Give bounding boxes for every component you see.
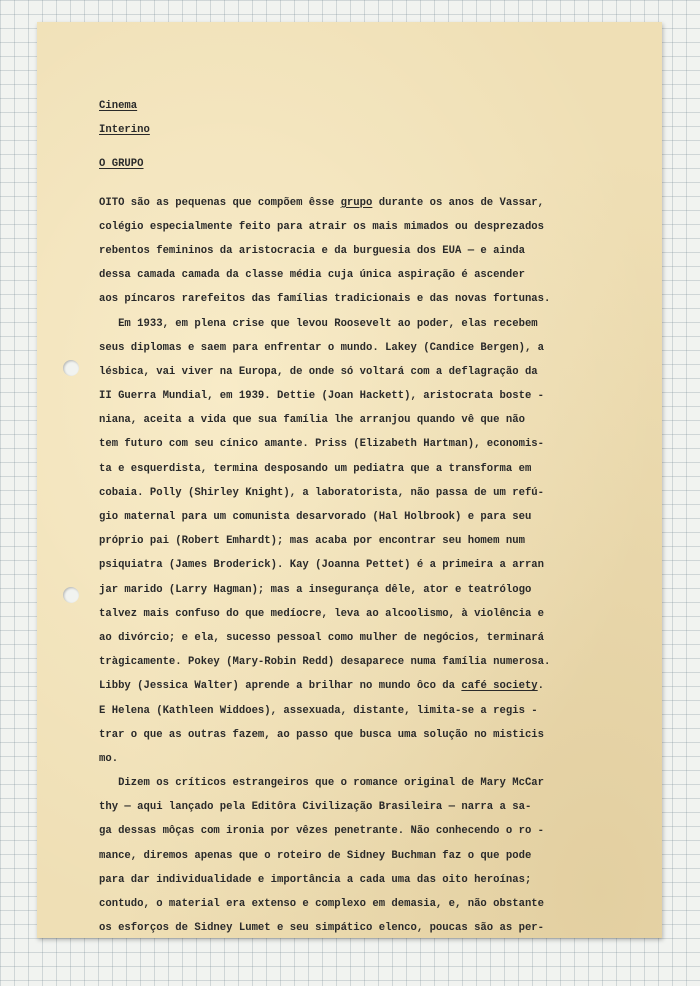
article-text	[99, 191, 629, 941]
text-line	[99, 263, 629, 287]
text-line	[99, 312, 629, 336]
text-line	[99, 360, 629, 384]
text-segment: thy — aqui lançado pela Editôra Civilização Brasileira — narra a sa-	[99, 801, 532, 814]
text-line	[99, 844, 629, 868]
text-line	[99, 287, 629, 311]
text-line	[99, 771, 629, 795]
text-line	[99, 432, 629, 456]
text-line	[99, 602, 629, 626]
subsection-label: Interino	[99, 124, 150, 137]
text-segment: OITO são as pequenas que compõem êsse	[99, 196, 341, 209]
text-line	[99, 481, 629, 505]
text-line	[99, 819, 629, 843]
text-line	[99, 699, 629, 723]
text-segment: aos píncaros rarefeitos das famílias tradicionais e das novas fortunas.	[99, 293, 551, 306]
text-line	[99, 868, 629, 892]
text-segment: contudo, o material era extenso e complexo em demasia, e, não obstante	[99, 898, 545, 910]
text-line	[99, 215, 629, 239]
text-segment: Libby (Jessica Walter) aprende a brilhar no mundo ôco da	[99, 680, 462, 693]
text-segment: trar o que as outras fazem, ao passo que busca uma solução no misticis	[99, 728, 545, 741]
text-segment: cobaia. Polly (Shirley Knight), a laboratorista, não passa de um refú-	[99, 486, 545, 499]
text-line	[99, 916, 629, 940]
text-segment: mo.	[99, 752, 119, 765]
text-segment: próprio pai (Robert Emhardt); mas acaba por encontrar seu homem num	[99, 535, 525, 548]
text-line	[99, 650, 629, 674]
paragraph	[99, 312, 629, 772]
text-line	[99, 191, 629, 215]
text-segment: E Helena (Kathleen Widdoes), assexuada, distante, limita-se a regis -	[99, 704, 538, 717]
underlined-phrase: grupo	[340, 196, 373, 209]
text-segment: gio maternal para um comunista desarvorado (Hal Holbrook) e para seu	[99, 511, 532, 523]
text-line	[99, 747, 629, 771]
text-line	[99, 336, 629, 360]
text-segment: niana, aceita a vida que sua família lhe arranjou quando vê que não	[99, 414, 525, 427]
text-segment: ta e esquerdista, termina desposando um pediatra que a transforma em	[99, 462, 532, 475]
text-segment: ga dessas môças com ironia por vêzes penetrante. Não conhecendo o ro -	[99, 825, 545, 838]
punch-hole	[63, 360, 79, 376]
text-segment: rebentos femininos da aristocracia e da burguesia dos EUA — e ainda	[99, 244, 525, 257]
text-segment: para dar individualidade e importância a cada uma das oito heroínas;	[99, 873, 532, 886]
text-segment: talvez mais confuso do que medíocre, leva ao alcoolismo, à violência e	[99, 607, 545, 620]
text-segment: Em 1933, em plena crise que levou Roosevelt ao poder, elas recebem	[99, 317, 538, 330]
text-line	[99, 384, 629, 408]
text-line	[99, 239, 629, 263]
text-line	[99, 529, 629, 553]
underlined-phrase: café society	[461, 680, 538, 693]
text-line	[99, 626, 629, 650]
text-segment: .	[537, 680, 545, 693]
text-line	[99, 674, 629, 698]
punch-hole	[63, 587, 79, 603]
text-segment: os esforços de Sidney Lumet e seu simpático elenco, poucas são as per-	[99, 922, 545, 935]
text-line	[99, 892, 629, 916]
text-segment: tem futuro com seu cínico amante. Priss (Elizabeth Hartman), economis-	[99, 438, 545, 451]
text-segment: II Guerra Mundial, em 1939. Dettie (Joan Hackett), aristocrata boste -	[99, 390, 545, 403]
text-segment: colégio especialmente feito para atrair os mais mimados ou desprezados	[99, 220, 545, 233]
text-segment: durante os anos de Vassar,	[372, 196, 545, 209]
text-line	[99, 408, 629, 432]
text-segment: psiquiatra (James Broderick). Kay (Joanna Pettet) é a primeira a arran	[99, 559, 545, 572]
text-line	[99, 578, 629, 602]
text-segment: tràgicamente. Pokey (Mary-Robin Redd) desaparece numa família numerosa.	[99, 656, 551, 669]
paragraph	[99, 191, 629, 312]
text-line	[99, 553, 629, 577]
typewritten-page	[37, 22, 662, 938]
text-line	[99, 505, 629, 529]
text-line	[99, 457, 629, 481]
text-segment: jar marido (Larry Hagman); mas a insegurança dêle, ator e teatrólogo	[99, 583, 532, 596]
text-segment: Dizem os críticos estrangeiros que o romance original de Mary McCar	[99, 777, 545, 790]
text-line	[99, 795, 629, 819]
text-segment: seus diplomas e saem para enfrentar o mundo. Lakey (Candice Bergen), a	[99, 341, 545, 354]
text-segment: dessa camada camada da classe média cuja única aspiração é ascender	[99, 269, 525, 282]
document-body	[99, 94, 629, 940]
paragraph	[99, 771, 629, 940]
text-segment: ao divórcio; e ela, sucesso pessoal como mulher de negócios, terminará	[99, 631, 545, 644]
text-line	[99, 723, 629, 747]
text-segment: lésbica, vai viver na Europa, de onde só voltará com a deflagração da	[99, 365, 538, 378]
article-title: O GRUPO	[99, 158, 144, 171]
section-label: Cinema	[99, 100, 138, 112]
text-segment: mance, diremos apenas que o roteiro de Sidney Buchman faz o que pode	[99, 849, 532, 862]
